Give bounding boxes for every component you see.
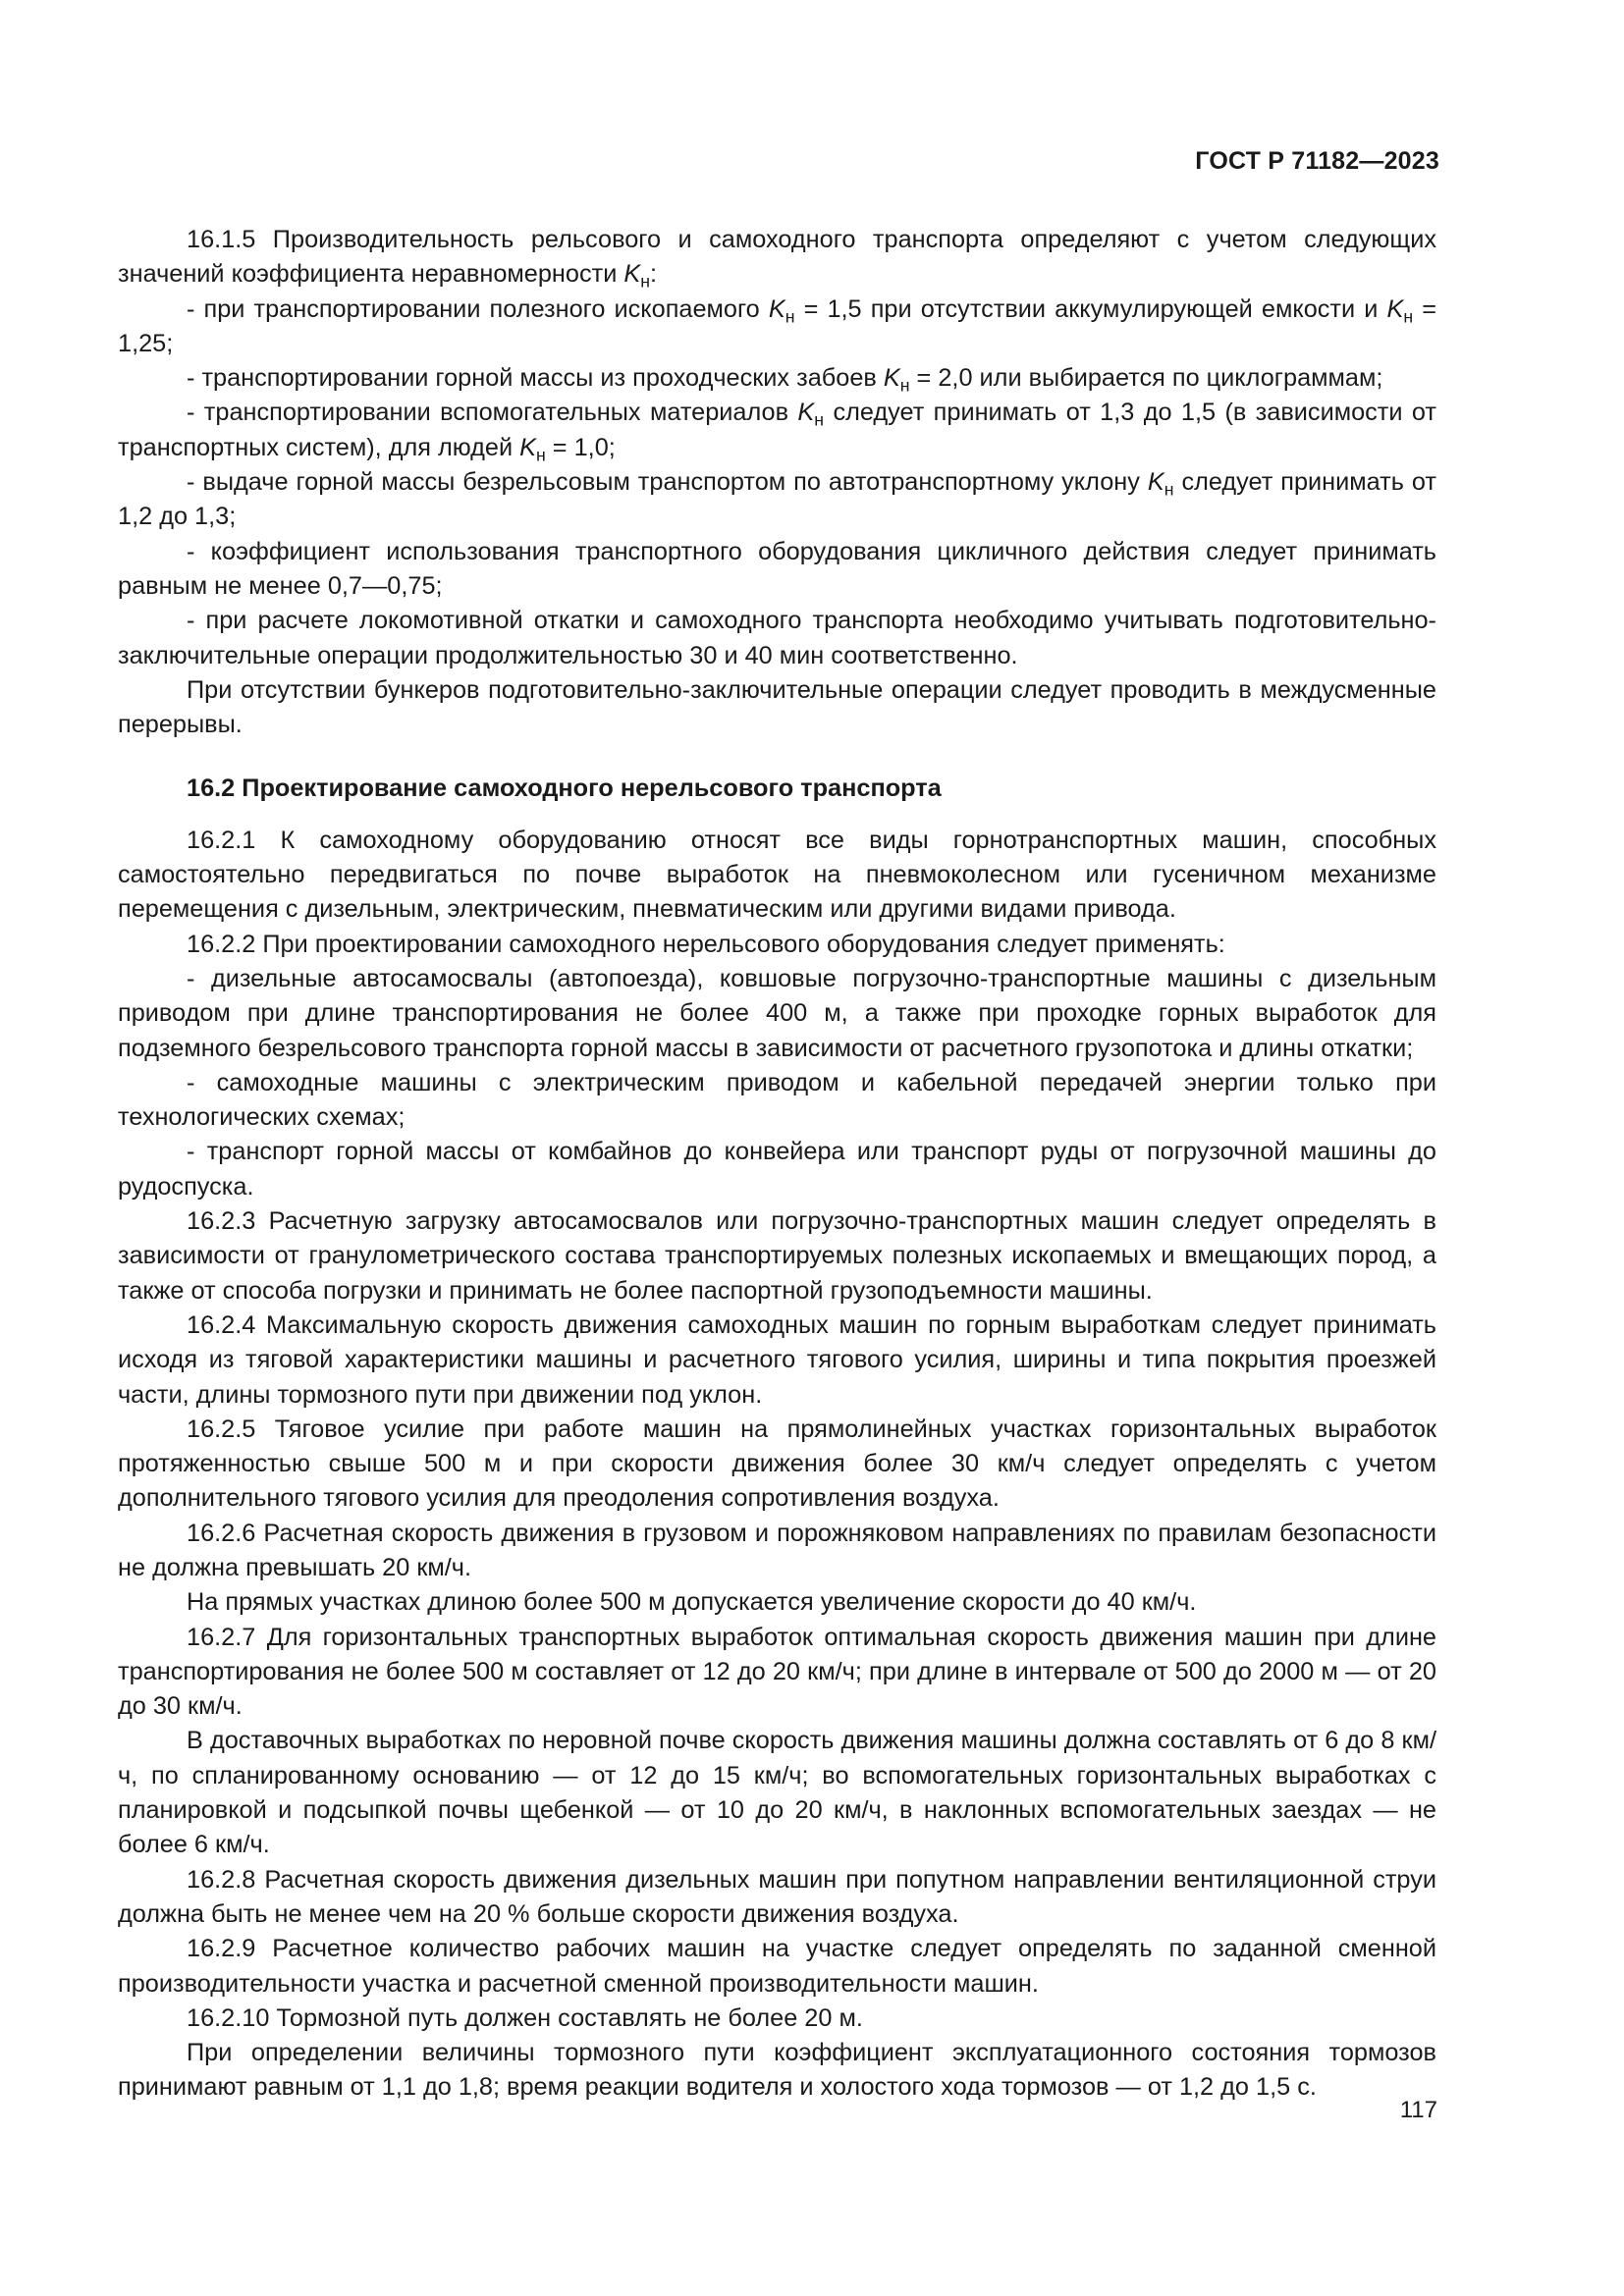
paragraph: 16.2.8 Расчетная скорость движения дизельных машин при попутном направлении вентиляционной струи должна быть не менее чем на 20 % больше скорости движения воздуха.	[118, 1865, 1436, 1928]
paragraph: В доставочных выработках по неровной почве скорость движения машины должна составлять от 6 до 8 км/ч, по спланированному основанию — от 12 до 15 км/ч; во вспомогательных горизонтальных выработках с планировкой и подсыпкой почвы щебенкой — от 10 до 20 км/ч, в наклонных вспомогательных заездах — не более 6 км/ч.	[118, 1727, 1436, 1859]
paragraph-16-1-5: 16.1.5 Производительность рельсового и самоходного транспорта определяют с учетом следующих значений коэффициента неравномерности $K_н$:	[118, 226, 1436, 292]
list-item: - выдаче горной массы безрельсовым транспортом по автотранспортному уклону $K_н$ следует принимать от 1,2 до 1,3;	[118, 468, 1436, 531]
paragraph: При отсутствии бункеров подготовительно-заключительные операции следует проводить в междусменные перерывы.	[118, 675, 1436, 739]
list-item: - при транспортировании полезного ископаемого $K_н = 1,5$ при отсутствии аккумулирующей емкости и $K_н = 1,25$;	[118, 294, 1437, 357]
symbol-k: K	[883, 364, 900, 393]
list-item: - транспортировании горной массы из проходческих забоев $K_н = 2,0$ или выбирается по циклограммам;	[187, 364, 1383, 396]
document-body	[118, 223, 1436, 2106]
symbol-subscript: н	[814, 409, 825, 430]
section-heading: 16.2 Проектирование самоходного нерельсового транспорта	[187, 774, 942, 803]
symbol-subscript: н	[1403, 305, 1414, 326]
paragraph: На прямых участках длиною более 500 м допускается увеличение скорости до 40 км/ч.	[187, 1588, 1197, 1617]
list-item: - коэффициент использования транспортного оборудования цикличного действия следует принимать равным не менее 0,7—0,75;	[118, 537, 1436, 600]
paragraph: 16.2.2 При проектировании самоходного нерельсового оборудования следует применять:	[187, 930, 1225, 958]
paragraph: 16.2.6 Расчетная скорость движения в грузовом и порожняковом направлениях по правилам безопасности не должна превышать 20 км/ч.	[118, 1519, 1436, 1581]
paragraph: 16.2.5 Тяговое усилие при работе машин на прямолинейных участках горизонтальных выработок протяженностью свыше 500 м и при скорости движения более 30 км/ч следует определять с учетом дополнительного тягового усилия для преодоления сопротивления воздуха.	[118, 1415, 1436, 1513]
symbol-subscript: н	[640, 271, 651, 292]
list-item: - при расчете локомотивной откатки и самоходного транспорта необходимо учитывать подготовительно-заключительные операции продолжительностью 30 и 40 мин соответственно.	[118, 607, 1436, 669]
list-item: - транспорт горной массы от комбайнов до конвейера или транспорт руды от погрузочной машины до рудоспуска.	[118, 1138, 1436, 1201]
list-item: - самоходные машины с электрическим приводом и кабельной передачей энергии только при технологических схемах;	[118, 1068, 1436, 1132]
symbol-subscript: н	[536, 445, 546, 465]
symbol-k: K	[768, 294, 785, 323]
document-header: ГОСТ Р 71182—2023	[1195, 147, 1439, 175]
paragraph: 16.2.9 Расчетное количество рабочих машин на участке следует определять по заданной сменной производительности участка и расчетной сменной производительности машин.	[118, 1935, 1436, 1998]
symbol-k: K	[1147, 468, 1164, 497]
paragraph: 16.2.1 К самоходному оборудованию относят все виды горнотранспортных машин, способных самостоятельно передвигаться по почве выработок на пневмоколесном или гусеничном механизме перемещения с дизельным, электрическим, пневматическим или другими видами привода.	[118, 826, 1436, 924]
symbol-k: K	[797, 399, 815, 427]
symbol-k: K	[1386, 294, 1404, 323]
symbol-subscript: н	[1164, 479, 1174, 500]
page-number: 117	[1399, 2097, 1437, 2123]
paragraph: 16.2.10 Тормозной путь должен составлять не более 20 м.	[187, 2003, 863, 2032]
paragraph: При определении величины тормозного пути коэффициент эксплуатационного состояния тормозов принимают равным от 1,1 до 1,8; время реакции водителя и холостого хода тормозов — от 1,2 до 1,5 с.	[118, 2039, 1436, 2102]
list-item: - транспортировании вспомогательных материалов $K_н$ следует принимать от 1,3 до 1,5 (в зависимости от транспортных систем), для людей $K_н = 1,0$;	[118, 399, 1436, 465]
paragraph: 16.2.7 Для горизонтальных транспортных выработок оптимальная скорость движения машин при длине транспортирования не более 500 м составляет от 12 до 20 км/ч; при длине в интервале от 500 до 2000 м — от 20 до 30 км/ч.	[118, 1623, 1436, 1721]
paragraph: 16.2.3 Расчетную загрузку автосамосвалов или погрузочно-транспортных машин следует определять в зависимости от гранулометрического состава транспортируемых полезных ископаемых и вмещающих пород, а также от способа погрузки и принимать не более паспортной грузоподъемности машины.	[118, 1207, 1436, 1305]
symbol-k: K	[623, 260, 641, 289]
symbol-subscript: н	[785, 305, 795, 326]
symbol-k: K	[519, 433, 536, 461]
symbol-subscript: н	[899, 375, 910, 396]
paragraph: 16.2.4 Максимальную скорость движения самоходных машин по горным выработкам следует принимать исходя из тяговой характеристики машины и расчетного тягового усилия, ширины и типа покрытия проезжей части, длины тормозного пути при движении под уклон.	[118, 1310, 1436, 1409]
list-item: - дизельные автосамосвалы (автопоезда), ковшовые погрузочно-транспортные машины с дизельным приводом при длине транспортирования не более 400 м, а также при проходке горных выработок для подземного безрельсового транспорта горной массы в зависимости от расчетного грузопотока и длины откатки;	[118, 964, 1436, 1062]
